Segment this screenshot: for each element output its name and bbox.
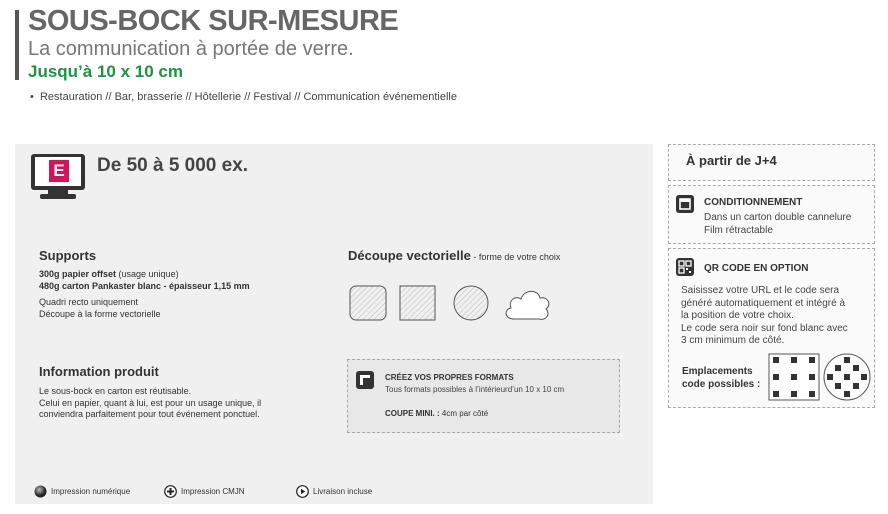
cmyk-icon <box>164 485 177 498</box>
page-title: SOUS-BOCK SUR-MESURE <box>28 5 399 37</box>
square-shape <box>400 286 435 320</box>
legend-digital <box>34 485 130 498</box>
sectors-list <box>30 91 457 103</box>
legend-digital-label: Impression numérique <box>51 487 131 496</box>
qr-line-3: la position de votre choix. <box>681 310 794 321</box>
custom-formats-text: Tous formats possibles à l’intérieurd’un 10 x 10 cm <box>385 385 565 394</box>
info-line-3: conviendra parfaitement pour tout événement ponctuel. <box>39 409 260 419</box>
supports-details <box>39 269 250 320</box>
delivery-time: À partir de J+4 <box>686 153 777 168</box>
legend-cmyk <box>164 485 245 498</box>
quantity-range: De 50 à 5 000 ex. <box>97 155 249 176</box>
circle-shape <box>454 286 488 320</box>
print-badge: E <box>49 160 69 182</box>
bullet: • <box>30 91 34 103</box>
support-line-4: Découpe à la forme vectorielle <box>39 308 161 319</box>
support-line-2 <box>39 281 250 293</box>
support-paper-bold: 300g papier offset <box>39 269 117 279</box>
digital-print-icon <box>34 485 47 498</box>
legend-delivery-label: Livraison incluse <box>313 487 373 496</box>
packaging-text <box>704 212 851 237</box>
title-accent-bar <box>15 10 19 80</box>
supports-title: Supports <box>39 248 97 263</box>
qr-line-4: Le code sera noir sur fond blanc avec <box>681 322 848 334</box>
qr-code-icon <box>675 257 695 277</box>
box-icon <box>675 194 695 214</box>
info-title: Information produit <box>39 364 159 379</box>
min-cut-label: COUPE MINI. : <box>385 409 440 418</box>
qr-round-placements-icon <box>822 352 872 402</box>
qr-square-placements-icon <box>768 353 820 401</box>
legend-cmyk-label: Impression CMJN <box>181 487 245 496</box>
support-paper-rest: (usage unique) <box>116 269 179 279</box>
qr-line-5: 3 cm minimum de côté. <box>681 335 785 346</box>
sectors-text: Restauration // Bar, brasserie // Hôtellerie // Festival // Communication événementielle <box>39 91 457 103</box>
shape-examples <box>348 283 553 325</box>
qr-title: QR CODE EN OPTION <box>704 263 809 274</box>
custom-formats-box <box>347 359 620 433</box>
rounded-square-shape <box>350 286 386 320</box>
info-line-1: Le sous-bock en carton est réutisable. <box>39 386 192 396</box>
support-line-1 <box>39 269 250 281</box>
packaging-line-2: Film rétractable <box>704 224 773 236</box>
qr-line-1: Saisissez votre URL et le code sera <box>681 285 840 296</box>
legend-delivery <box>296 485 372 498</box>
info-line-2: Celui en papier, quant à lui, est pour un usage unique, il <box>39 397 262 408</box>
page-subtitle: La communication à portée de verre. <box>28 38 354 60</box>
max-size: Jusqu’à 10 x 10 cm <box>28 62 183 81</box>
cloud-shape <box>506 291 549 319</box>
qr-description <box>681 285 848 348</box>
packaging-title: CONDITIONNEMENT <box>704 197 803 208</box>
min-cut-value: 4cm par côté <box>439 409 489 418</box>
product-panel <box>15 144 653 504</box>
play-icon <box>296 485 309 498</box>
info-text <box>39 386 261 421</box>
custom-format-icon <box>355 370 375 390</box>
support-carton-bold: 480g carton Pankaster blanc - épaisseur 1,15 mm <box>39 280 250 291</box>
support-line-3: Quadri recto uniquement <box>39 297 139 307</box>
min-cut <box>385 409 488 418</box>
qr-placements-label <box>682 366 760 391</box>
custom-formats-title: CRÉEZ VOS PROPRES FORMATS <box>385 373 514 382</box>
qr-line-2: généré automatiquement et intégré à <box>681 297 845 309</box>
packaging-line-1: Dans un carton double cannelure <box>704 212 852 223</box>
qr-placement-line-2: code possibles : <box>682 378 761 390</box>
decoupe-heading <box>348 247 560 265</box>
decoupe-subtitle: - forme de votre choix <box>470 252 561 262</box>
decoupe-title: Découpe vectorielle <box>348 248 471 263</box>
qr-placement-line-1: Emplacements <box>682 366 753 377</box>
